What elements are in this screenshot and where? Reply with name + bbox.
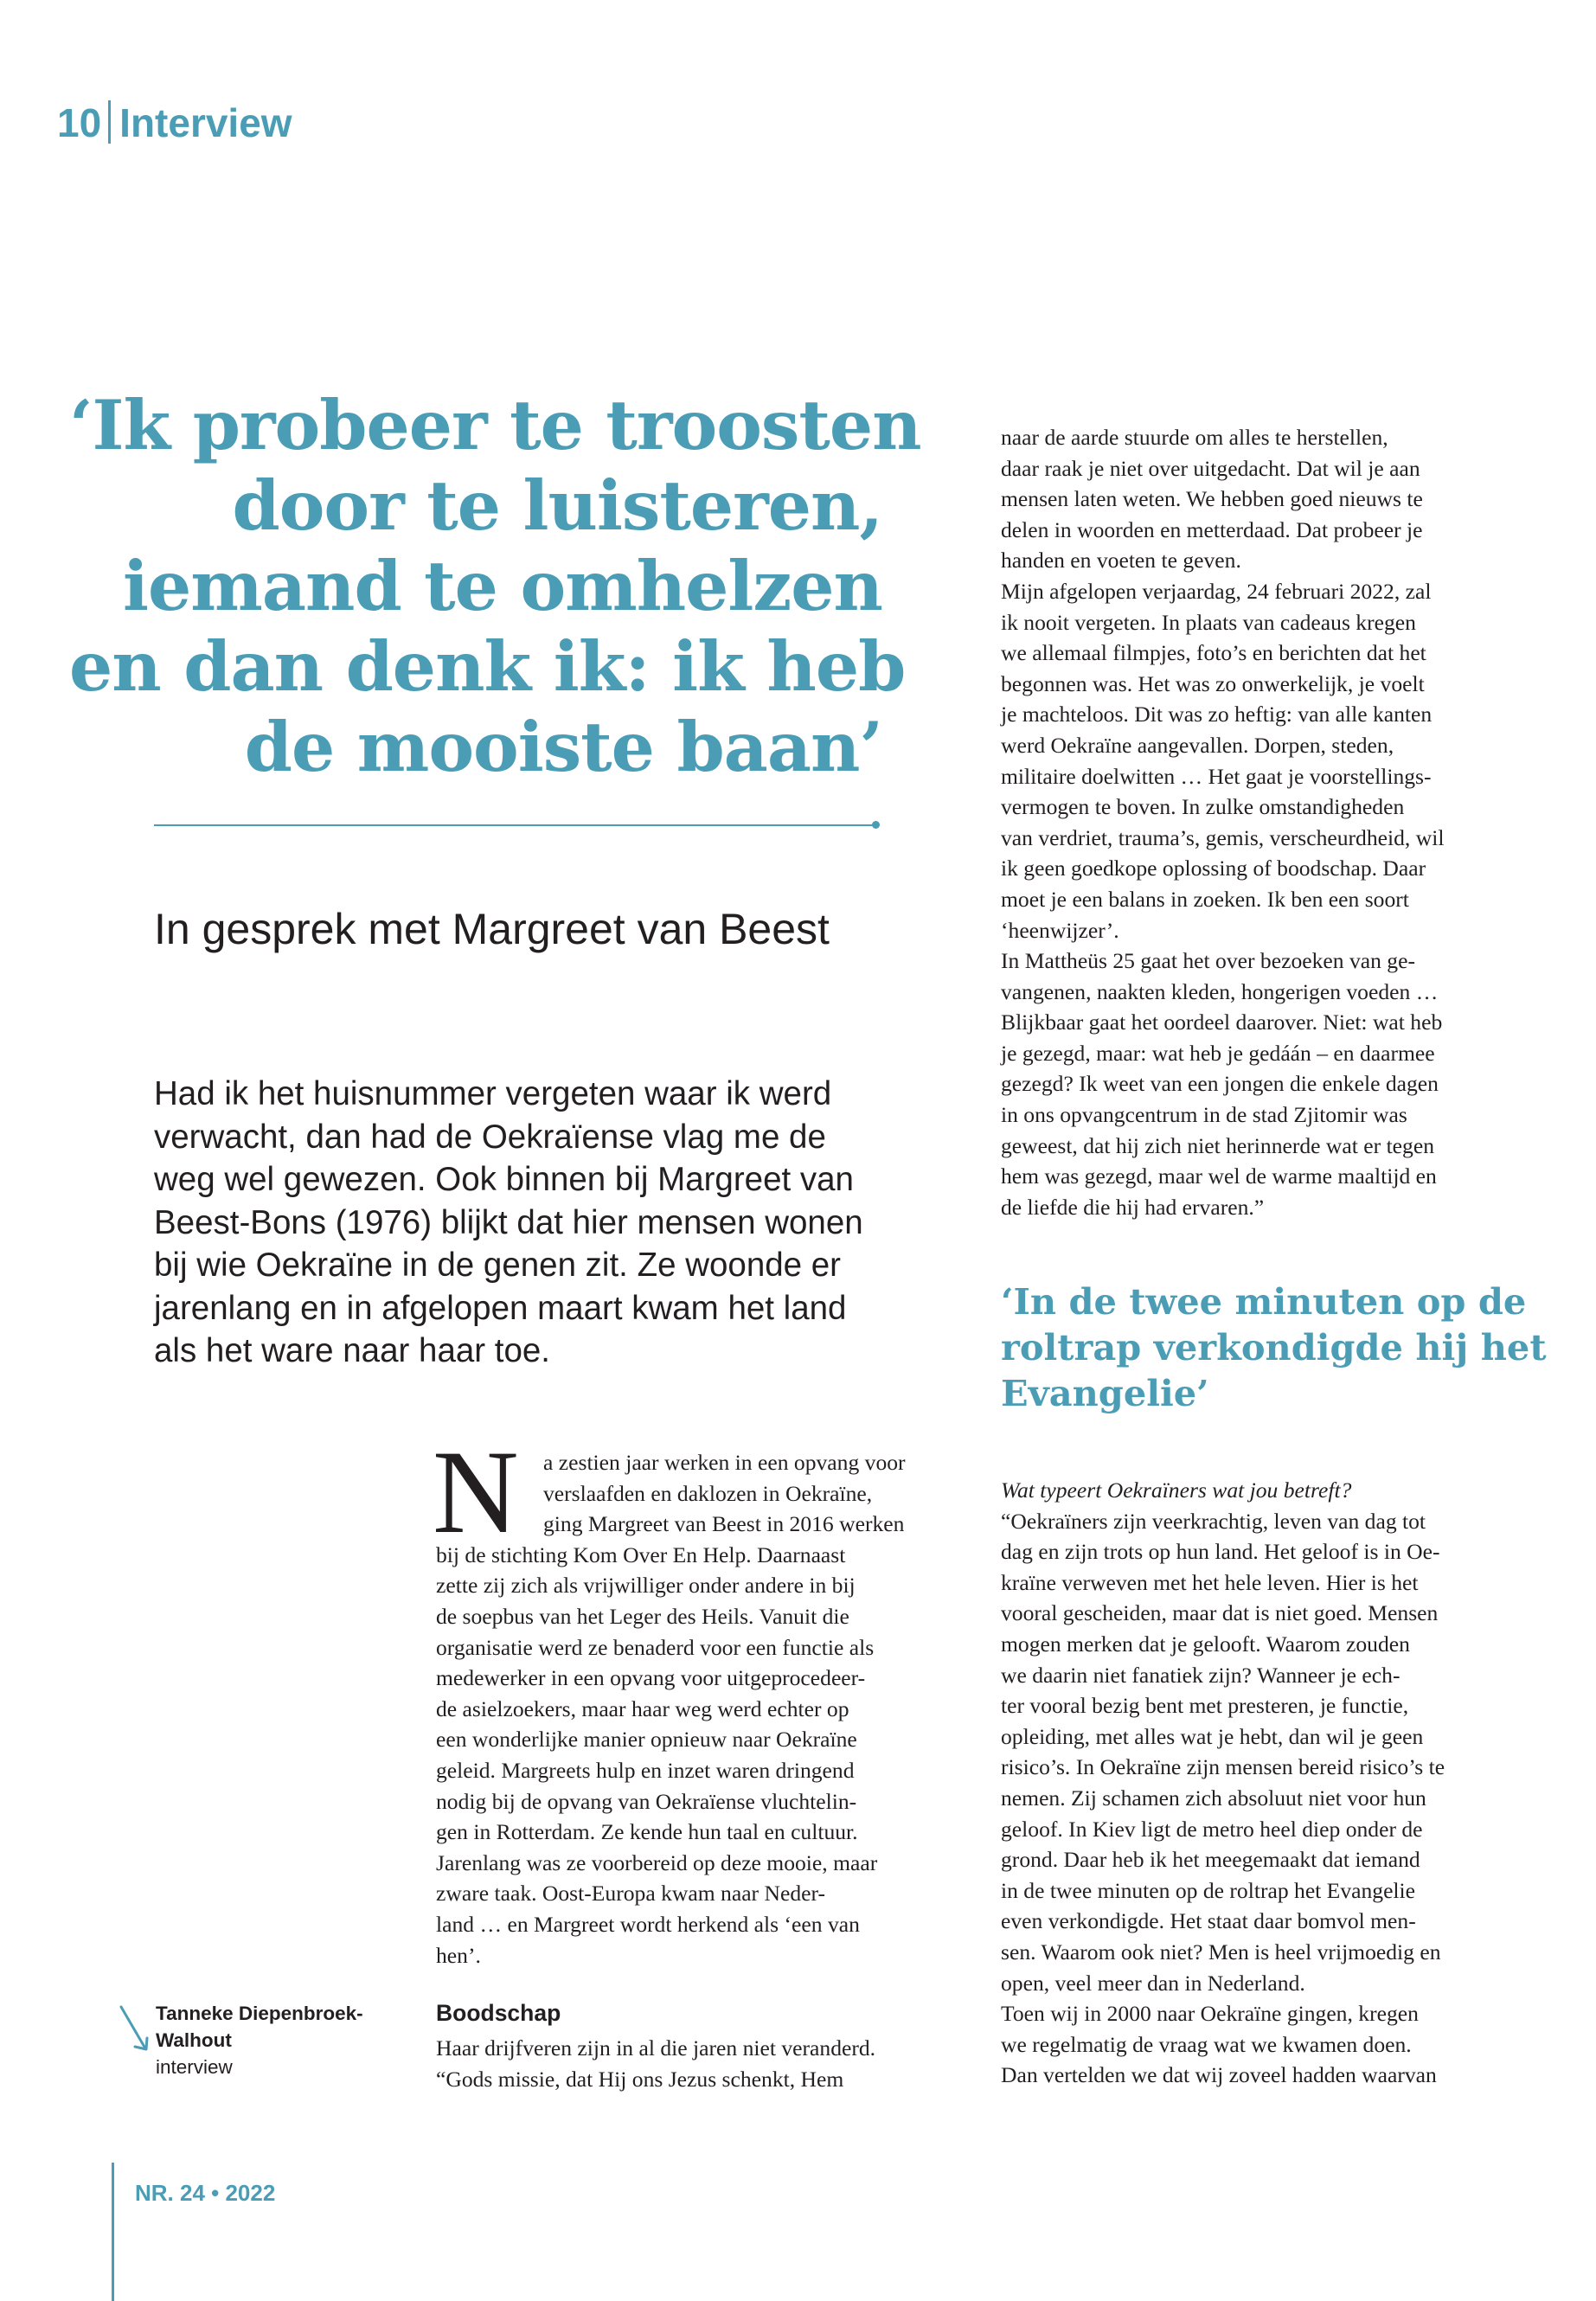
section-subheading: Boodschap <box>436 2000 561 2026</box>
body-line: mensen laten weten. We hebben goed nieuws te <box>1001 486 1423 512</box>
body-line: geleid. Margreets hulp en inzet waren dringend <box>436 1757 855 1783</box>
body-line: moet je een balans in zoeken. Ik ben een soort <box>1001 886 1409 912</box>
body-line: hem was gezegd, maar wel de warme maaltijd en <box>1001 1163 1437 1189</box>
body-line: a zestien jaar werken in een opvang voor <box>543 1450 906 1475</box>
headline-rule-dot <box>872 821 880 829</box>
author-role: interview <box>156 2056 233 2078</box>
header-divider <box>108 100 111 144</box>
body-line: ter vooral bezig bent met presteren, je functie, <box>1001 1693 1409 1719</box>
body-line: grond. Daar heb ik het meegemaakt dat iemand <box>1001 1847 1420 1873</box>
headline <box>69 385 921 787</box>
pull-quote <box>1001 1279 1547 1416</box>
body-line: de asielzoekers, maar haar weg werd echter op <box>436 1695 849 1721</box>
body-line: ik nooit vergeten. In plaats van cadeaus kregen <box>1001 609 1416 635</box>
body-line: kraïne verweven met het hele leven. Hier is het <box>1001 1569 1419 1595</box>
body-line: open, veel meer dan in Nederland. <box>1001 1970 1305 1996</box>
body-line: bij de stichting Kom Over En Help. Daarnaast <box>436 1541 846 1567</box>
body-line: van verdriet, trauma’s, gemis, verscheurdheid, wil <box>1001 824 1445 850</box>
body-line: Blijkbaar gaat het oordeel daarover. Niet: wat heb <box>1001 1009 1443 1035</box>
body-line: in ons opvangcentrum in de stad Zjitomir was <box>1001 1102 1407 1128</box>
intro-line: bij wie Oekraïne in de genen zit. Ze woonde er <box>154 1247 841 1284</box>
body-line: ‘heenwijzer’. <box>1001 917 1119 943</box>
author-name: Tanneke Diepenbroek- <box>156 2003 363 2024</box>
body-line: de liefde die hij had ervaren.” <box>1001 1194 1265 1220</box>
body-line: “Gods missie, dat Hij ons Jezus schenkt, Hem <box>436 2066 844 2092</box>
body-line: zette zij zich als vrijwilliger onder andere in bij <box>436 1573 856 1599</box>
body-line: mogen merken dat je gelooft. Waarom zouden <box>1001 1631 1410 1657</box>
page-header <box>57 93 292 146</box>
body-line: nemen. Zij schamen zich absoluut niet voor hun <box>1001 1785 1426 1811</box>
headline-line: de mooiste baan’ <box>244 707 882 787</box>
body-line: we regelmatig de vraag wat we kwamen doen. <box>1001 2031 1412 2057</box>
drop-cap: N <box>433 1426 519 1558</box>
body-line: organisatie werd ze benaderd voor een functie als <box>436 1634 875 1660</box>
body-line: militaire doelwitten … Het gaat je voorstellings- <box>1001 763 1432 789</box>
headline-line: ‘Ik probeer te troosten <box>69 385 921 465</box>
body-line: geloof. In Kiev ligt de metro heel diep onder de <box>1001 1816 1423 1842</box>
headline-line: iemand te omhelzen <box>122 546 882 626</box>
body-line: vooral gescheiden, maar dat is niet goed. Mensen <box>1001 1600 1439 1626</box>
body-line: daar raak je niet over uitgedacht. Dat wil je aan <box>1001 455 1420 481</box>
headline-line: en dan denk ik: ik heb <box>69 626 906 707</box>
body-column-2 <box>1001 422 1554 1222</box>
body-line: medewerker in een opvang voor uitgeprocedeer- <box>436 1665 866 1691</box>
body-line: handen en voeten te geven. <box>1001 548 1241 574</box>
pull-quote-line: roltrap verkondigde hij het <box>1001 1326 1547 1368</box>
body-line: we allemaal filmpjes, foto’s en berichten dat het <box>1001 640 1426 666</box>
intro-line: Beest-Bons (1976) blijkt dat hier mensen wonen <box>154 1203 863 1241</box>
body-column-3 <box>1001 1475 1554 2091</box>
intro-line: als het ware naar haar toe. <box>154 1332 550 1369</box>
body-line: ging Margreet van Beest in 2016 werken <box>543 1511 905 1537</box>
intro-line: Had ik het huisnummer vergeten waar ik werd <box>154 1075 832 1112</box>
body-line: dag en zijn trots op hun land. Het geloof is in Oe- <box>1001 1539 1440 1565</box>
body-line: de soepbus van het Leger des Heils. Vanuit die <box>436 1603 849 1629</box>
body-line: Mijn afgelopen verjaardag, 24 februari 2022, zal <box>1001 578 1432 604</box>
body-line: land … en Margreet wordt herkend als ‘een van <box>436 1911 860 1937</box>
headline-rule <box>154 824 876 826</box>
body-line: werd Oekraïne aangevallen. Dorpen, steden, <box>1001 732 1394 758</box>
intro-line: weg wel gewezen. Ook binnen bij Margreet van <box>154 1161 854 1198</box>
body-line: sen. Waarom ook niet? Men is heel vrijmoedig en <box>1001 1939 1441 1965</box>
section-label: Interview <box>119 100 292 145</box>
body-line: gen in Rotterdam. Ze kende hun taal en cultuur. <box>436 1819 858 1845</box>
body-line: verslaafden en daklozen in Oekraïne, <box>543 1480 873 1506</box>
body-line: naar de aarde stuurde om alles te herstellen, <box>1001 425 1388 450</box>
subtitle: In gesprek met Margreet van Beest <box>154 905 830 953</box>
body-line: in de twee minuten op de roltrap het Evangelie <box>1001 1877 1416 1903</box>
body-line: we daarin niet fanatiek zijn? Wanneer je ech- <box>1001 1662 1401 1688</box>
body-line: nodig bij de opvang van Oekraïense vluchtelin- <box>436 1788 857 1814</box>
body-line: delen in woorden en metterdaad. Dat probeer je <box>1001 516 1423 542</box>
body-line: “Oekraïners zijn veerkrachtig, leven van dag tot <box>1001 1508 1426 1534</box>
pull-quote-line: ‘In de twee minuten op de <box>1001 1280 1527 1323</box>
body-line: een wonderlijke manier opnieuw naar Oekraïne <box>436 1727 857 1753</box>
body-line: zware taak. Oost-Europa kwam naar Neder- <box>436 1881 826 1907</box>
footer-rule <box>112 2163 114 2301</box>
body-line: je machteloos. Dit was zo heftig: van alle kanten <box>1001 702 1433 727</box>
body-line: Toen wij in 2000 naar Oekraïne gingen, kregen <box>1001 2001 1419 2027</box>
body-line: opleiding, met alles wat je hebt, dan wil je geen <box>1001 1723 1424 1749</box>
body-line: risico’s. In Oekraïne zijn mensen bereid risico’s te <box>1001 1754 1445 1780</box>
author-credit <box>156 2000 363 2080</box>
body-line: Dan vertelden we dat wij zoveel hadden waarvan <box>1001 2062 1437 2088</box>
intro-paragraph <box>154 1073 958 1373</box>
body-line: Haar drijfveren zijn in al die jaren niet veranderd. <box>436 2035 876 2061</box>
body-line: In Mattheüs 25 gaat het over bezoeken van ge- <box>1001 948 1415 974</box>
body-line: vermogen te boven. In zulke omstandigheden <box>1001 794 1405 820</box>
body-column-1-continued <box>436 2033 972 2094</box>
body-line: geweest, dat hij zich niet herinnerde wat er tegen <box>1001 1132 1434 1158</box>
interview-question: Wat typeert Oekraïners wat jou betreft? <box>1001 1477 1352 1503</box>
body-line: Jarenlang was ze voorbereid op deze mooie, maar <box>436 1849 878 1875</box>
intro-line: verwacht, dan had de Oekraïense vlag me de <box>154 1118 826 1156</box>
arrow-icon <box>119 2005 151 2054</box>
headline-line: door te luisteren, <box>232 465 882 546</box>
pull-quote-line: Evangelie’ <box>1001 1372 1209 1414</box>
body-line: je gezegd, maar: wat heb je gedáán – en daarmee <box>1001 1040 1435 1066</box>
intro-line: jarenlang en in afgelopen maart kwam het land <box>154 1289 847 1327</box>
issue-number: NR. 24 • 2022 <box>135 2180 276 2206</box>
body-line: ik geen goedkope oplossing of boodschap. Daar <box>1001 856 1426 881</box>
page-number: 10 <box>57 100 102 145</box>
body-line: even verkondigde. Het staat daar bomvol men- <box>1001 1908 1416 1934</box>
body-line: vangenen, naakten kleden, hongerigen voeden … <box>1001 978 1439 1004</box>
body-column-1 <box>436 1447 972 1971</box>
body-line: hen’. <box>436 1942 481 1968</box>
body-line: gezegd? Ik weet van een jongen die enkele dagen <box>1001 1071 1439 1097</box>
author-name: Walhout <box>156 2029 232 2051</box>
body-line: begonnen was. Het was zo onwerkelijk, je voelt <box>1001 670 1425 696</box>
